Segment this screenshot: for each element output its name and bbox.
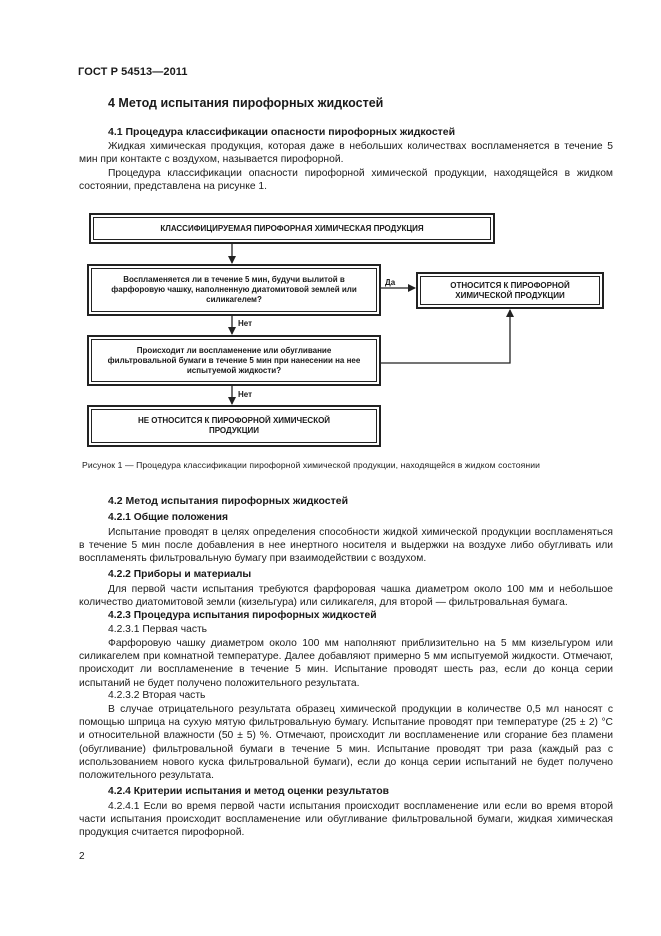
section-title: 4 Метод испытания пирофорных жидкостей [108, 96, 384, 110]
paragraph-4-1-1: Жидкая химическая продукция, которая даже в небольших количествах воспламеняется в течение 5 мин при контакте с воздухом, называется пирофорной. [79, 141, 613, 166]
flow-box-result-pyrophoric: ОТНОСИТСЯ К ПИРОФОРНОЙ ХИМИЧЕСКОЙ ПРОДУКЦИИ [416, 272, 604, 309]
subsection-4-2-3-1-title: 4.2.3.1 Первая часть [108, 624, 208, 635]
paragraph-4-2-3-1: Фарфоровую чашку диаметром около 100 мм наполняют приблизительно на 5 мм кизельгуром или силикагелем при комнатной температуре. Далее добавляют примерно 5 мм испытуемой жидкости. Отмечают, происходит ли воспламенение в течение 5 мин. Испытание проводят шесть раз, если до конца серии испытаний не будет получено положительного результата. [79, 638, 613, 689]
subsection-4-2-4-title: 4.2.4 Критерии испытания и метод оценки результатов [108, 786, 390, 797]
paragraph-4-2-3-2: В случае отрицательного результата образец химической продукции в количестве 0,5 мл наносят с помощью шприца на сухую мятую фильтровальную бумагу. Испытание проводят при температуре (25 ± 2) °С и относительной влажности (50 ± 5) %. Отмечают, происходит ли воспламенение или сгорание без пламени (обугливание) фильтровальной бумаги в течение 5 мин. Испытание проводят три раза (каждый раз с использованием нового куска фильтровальной бумаги), если до конца серии испытаний не будет получено положительного результата. [79, 704, 613, 782]
subsection-4-2-3-2-title: 4.2.3.2 Вторая часть [108, 690, 206, 701]
subsection-4-2-title: 4.2 Метод испытания пирофорных жидкостей [108, 495, 349, 507]
flow-box-result-not-pyrophoric: НЕ ОТНОСИТСЯ К ПИРОФОРНОЙ ХИМИЧЕСКОЙ ПРОДУКЦИИ [87, 405, 381, 447]
flow-box-question-1: Воспламеняется ли в течение 5 мин, будучи вылитой в фарфоровую чашку, наполненную диатомитовой землей или силикагелем? [87, 264, 381, 316]
page-number: 2 [79, 851, 85, 862]
arrow-q2-to-yes [381, 310, 510, 363]
flowchart [0, 0, 661, 460]
flow-box-classified-product: КЛАССИФИЦИРУЕМАЯ ПИРОФОРНАЯ ХИМИЧЕСКАЯ ПРОДУКЦИЯ [89, 213, 495, 244]
paragraph-4-2-1: Испытание проводят в целях определения способности жидкой химической продукции воспламеняться в течение 5 мин после добавления в нее инертного носителя и выдержки на воздухе либо обугливать или воспламенять фильтровальную бумагу при взаимодействии с воздухом. [79, 527, 613, 565]
subsection-4-2-2-title: 4.2.2 Приборы и материалы [108, 569, 252, 580]
flow-box-question-2: Происходит ли воспламенение или обугливание фильтровальной бумаги в течение 5 мин при нанесении на нее испытуемой жидкости? [87, 335, 381, 386]
paragraph-4-1-2: Процедура классификации опасности пирофорной химической продукции, находящейся в жидком состоянии, представлена на рисунке 1. [79, 168, 613, 193]
flow-label-yes: Да [385, 278, 396, 287]
subsection-4-1-title: 4.1 Процедура классификации опасности пирофорных жидкостей [108, 126, 456, 138]
flow-label-no-2: Нет [238, 390, 253, 399]
subsection-4-2-1-title: 4.2.1 Общие положения [108, 512, 228, 523]
flow-label-no-1: Нет [238, 319, 253, 328]
paragraph-4-2-4-1: 4.2.4.1 Если во время первой части испытания происходит воспламенение или если во время второй части испытания происходит воспламенение или обугливание фильтровальной бумаги, жидкая химическая продукция считается пирофорной. [79, 801, 613, 839]
subsection-4-2-3-title: 4.2.3 Процедура испытания пирофорных жидкостей [108, 610, 377, 621]
figure-caption: Рисунок 1 — Процедура классификации пирофорной химической продукции, находящейся в жидком состоянии [82, 460, 541, 470]
paragraph-4-2-2: Для первой части испытания требуются фарфоровая чашка диаметром около 100 мм и небольшое количество диатомитовой земли (кизельгура) или силикагеля, для второй — фильтровальная бумага. [79, 584, 613, 609]
document-header: ГОСТ Р 54513—2011 [78, 66, 188, 78]
